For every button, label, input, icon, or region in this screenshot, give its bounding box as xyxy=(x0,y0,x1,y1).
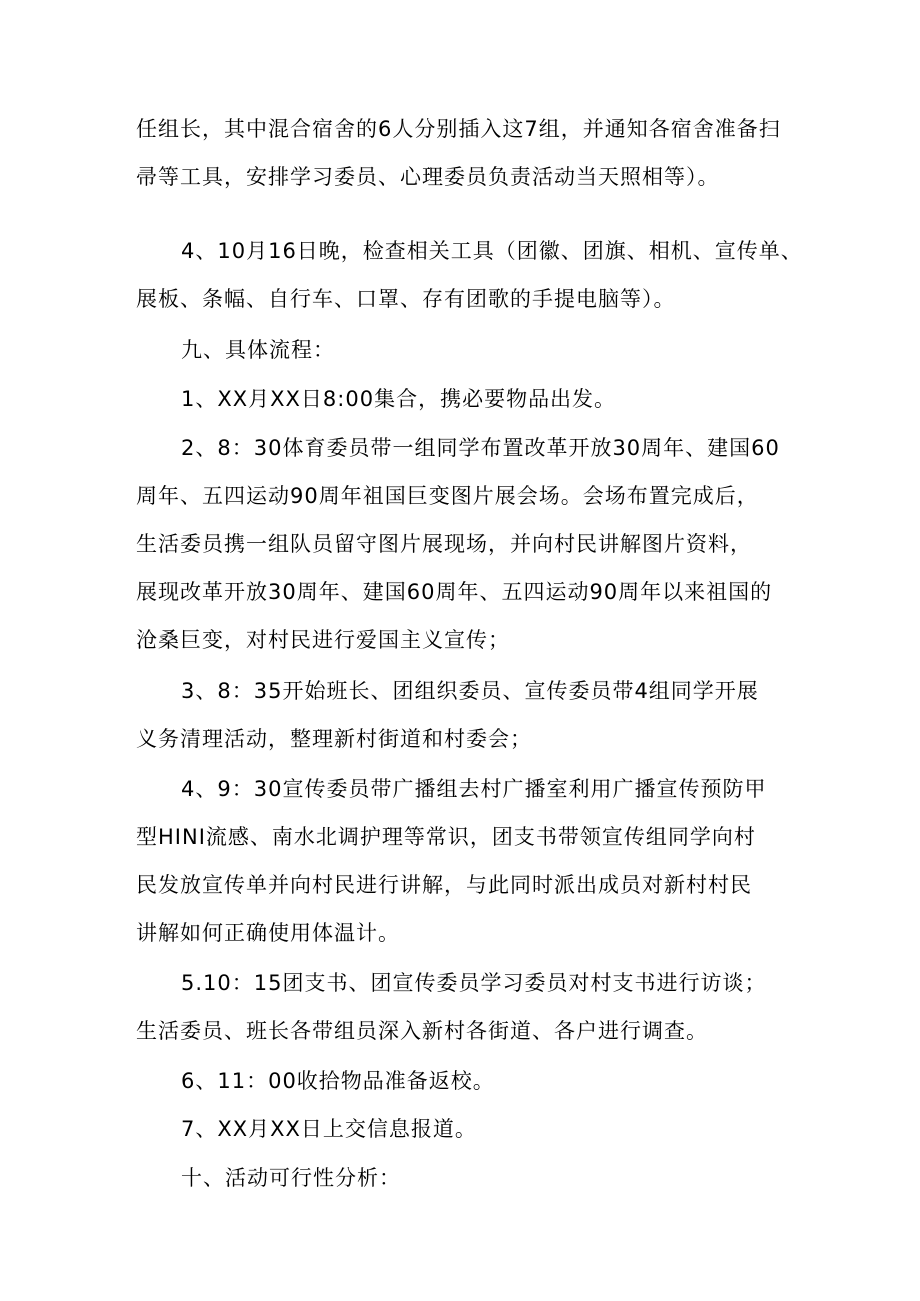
text-line: 生活委员、班长各带组员深入新村各街道、各户进行调查。 xyxy=(136,1019,708,1043)
text-line: 4、9：30宣传委员带广播组去村广播室利用广播宣传预防甲 xyxy=(181,777,767,801)
text-line: 帚等工具，安排学习委员、心理委员负责活动当天照相等）。 xyxy=(136,165,720,189)
section-heading: 九、具体流程： xyxy=(181,338,335,362)
text-line: 任组长，其中混合宿舍的6人分别插入这7组，并通知各宿舍准备扫 xyxy=(136,117,781,141)
text-line: 型HINI流感、南水北调护理等常识，团支书带领宣传组同学向村 xyxy=(136,825,756,849)
text-line: 7、XX月XX日上交信息报道。 xyxy=(181,1117,477,1141)
text-line: 民发放宣传单并向村民进行讲解，与此同时派出成员对新村村民 xyxy=(136,873,752,897)
text-line: 6、11：00收拾物品准备返校。 xyxy=(181,1069,495,1093)
text-line: 讲解如何正确使用体温计。 xyxy=(136,921,400,945)
text-line: 展板、条幅、自行车、口罩、存有团歌的手提电脑等）。 xyxy=(136,287,676,311)
text-line: 1、XX月XX日8:00集合，携必要物品出发。 xyxy=(181,387,617,411)
text-line: 2、8：30体育委员带一组同学布置改革开放30周年、建国60 xyxy=(181,436,780,460)
text-line: 4、10月16日晚，检查相关工具（团徽、团旗、相机、宣传单、 xyxy=(181,239,803,263)
text-line: 5.10：15团支书、团宣传委员学习委员对村支书进行访谈； xyxy=(181,971,767,995)
text-line: 周年、五四运动90周年祖国巨变图片展会场。会场布置完成后， xyxy=(136,484,759,508)
text-line: 展现改革开放30周年、建国60周年、五四运动90周年以来祖国的 xyxy=(136,580,773,604)
section-heading: 十、活动可行性分析： xyxy=(181,1166,401,1190)
text-line: 义务清理活动，整理新村街道和村委会； xyxy=(136,727,532,751)
text-line: 沧桑巨变，对村民进行爱国主义宣传； xyxy=(136,628,510,652)
text-line: 生活委员携一组队员留守图片展现场，并向村民讲解图片资料， xyxy=(136,532,752,556)
text-line: 3、8：35开始班长、团组织委员、宣传委员带4组同学开展 xyxy=(181,679,759,703)
